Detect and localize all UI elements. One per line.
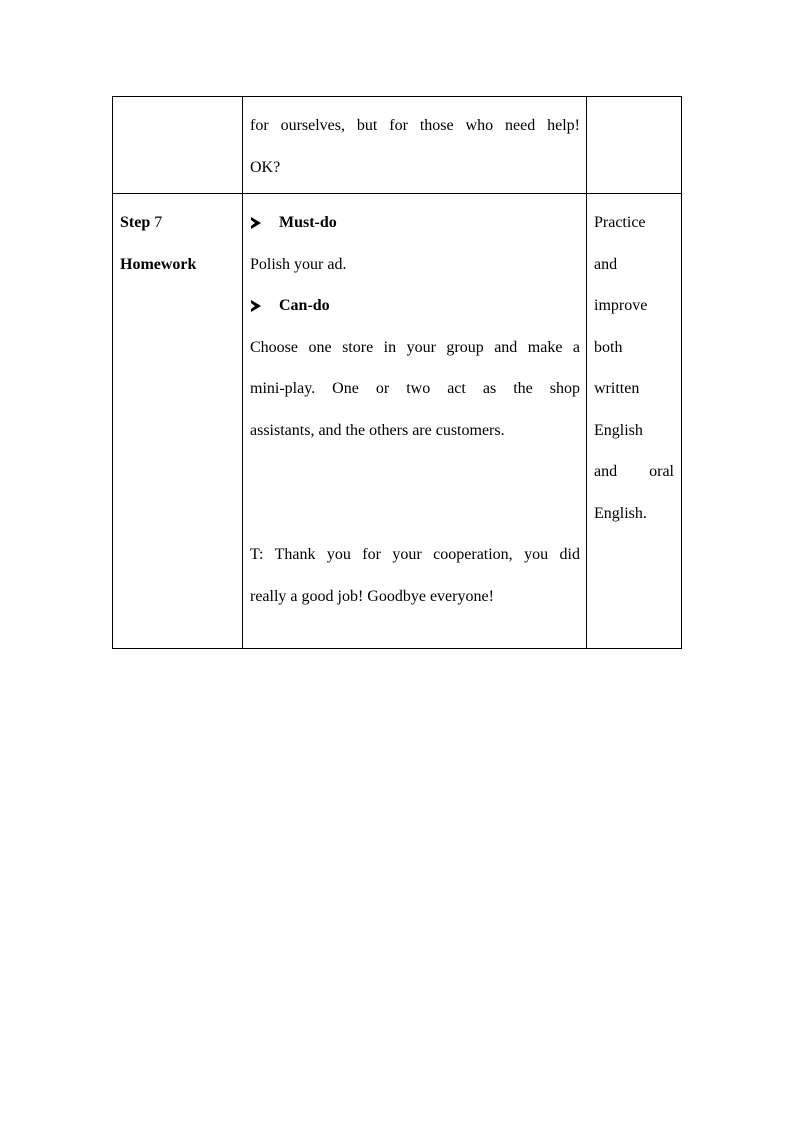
- content-cell: [243, 194, 587, 649]
- purpose-line: and: [594, 255, 618, 273]
- purpose-line: English.: [594, 504, 647, 522]
- arrow-bullet-icon: [251, 217, 261, 229]
- can-do-line: mini-play. One or two act as the shop: [250, 380, 580, 397]
- purpose-line: written: [594, 380, 640, 397]
- purpose-line: English: [594, 421, 643, 439]
- can-do-heading: [250, 285, 580, 327]
- can-do-label: Can-do: [279, 297, 330, 314]
- purpose-cell-empty: [587, 97, 682, 194]
- step-cell-empty: [113, 97, 243, 194]
- step-cell: [113, 194, 243, 649]
- can-do-line: Choose one store in your group and make a: [250, 338, 580, 356]
- blank-space: [250, 451, 580, 534]
- step-label: [120, 202, 236, 244]
- purpose-line: improve: [594, 297, 648, 314]
- content-cell: [243, 97, 587, 194]
- must-do-label: Must-do: [279, 214, 337, 231]
- closing-line: T: Thank you for your cooperation, you did: [250, 546, 580, 563]
- purpose-cell: [587, 194, 682, 649]
- purpose-line: Practice: [594, 214, 646, 231]
- arrow-bullet-icon: [251, 300, 261, 312]
- purpose-line: both: [594, 338, 623, 356]
- step-prefix: Step: [120, 214, 151, 231]
- content-line: for ourselves, but for those who need help!: [250, 117, 580, 134]
- closing-line: really a good job! Goodbye everyone!: [250, 587, 494, 605]
- content-line: OK?: [250, 158, 281, 176]
- must-do-heading: [250, 202, 580, 244]
- step-title: Homework: [120, 255, 197, 273]
- purpose-line: and oral: [594, 463, 674, 480]
- table-row-homework: [113, 194, 682, 649]
- can-do-line: assistants, and the others are customers.: [250, 421, 505, 439]
- must-do-text: Polish your ad.: [250, 255, 347, 273]
- step-number: 7: [154, 214, 163, 231]
- table-row-continuation: [113, 97, 682, 194]
- lesson-plan-table: [112, 96, 682, 649]
